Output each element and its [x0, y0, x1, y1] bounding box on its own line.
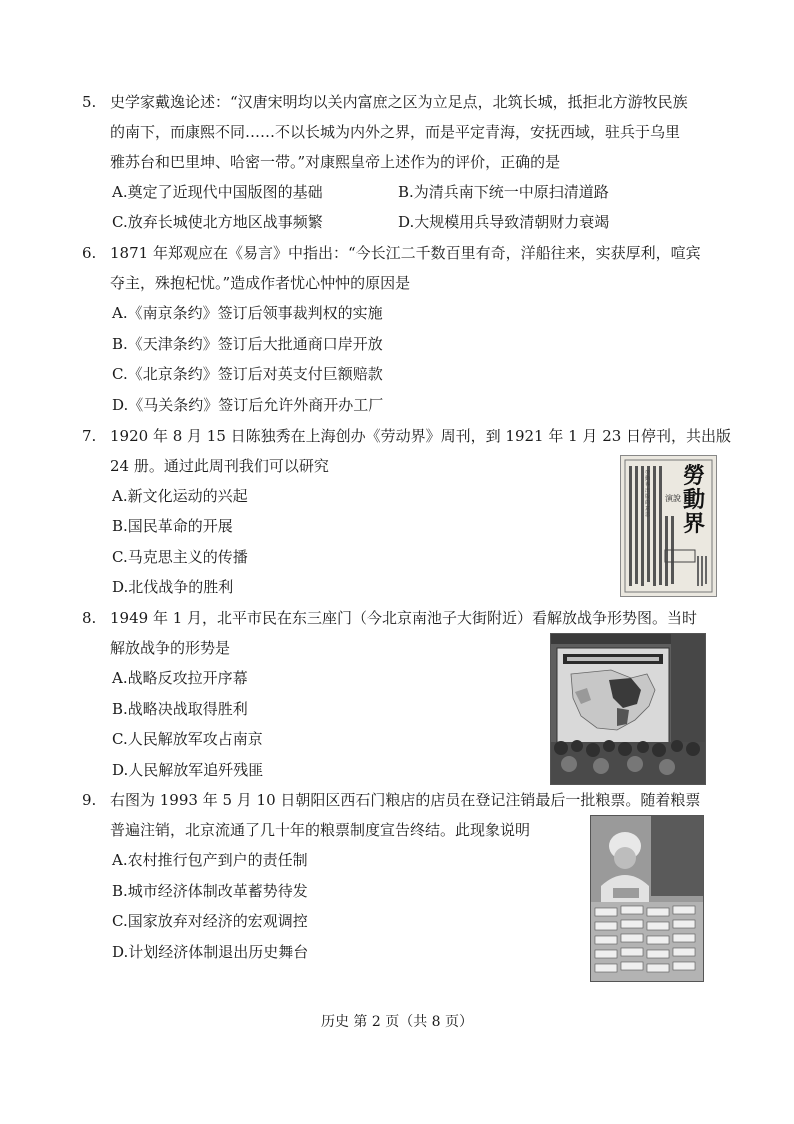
- question-number: 8.: [82, 609, 97, 627]
- option-b: B.国民革命的开展: [112, 517, 233, 535]
- option-c: C.马克思主义的传播: [112, 548, 248, 566]
- question-stem-line: 1871 年郑观应在《易言》中指出：“今长江二千数百里有奇，洋船往来，实获厚利，喧宾: [110, 244, 701, 262]
- war-situation-map-photo: [550, 633, 706, 785]
- option-c: C.人民解放军攻占南京: [112, 730, 263, 748]
- cover-title: 勞動界: [682, 463, 705, 537]
- question-stem-line: 24 册。通过此周刊我们可以研究: [110, 457, 329, 475]
- question-number: 9.: [82, 791, 97, 809]
- option-a: A.新文化运动的兴起: [112, 487, 248, 505]
- question-stem-line: 雅苏台和巴里坤、哈密一带。”对康熙皇帝上述作为的评价，正确的是: [110, 153, 561, 171]
- clerk-scene: [591, 816, 703, 981]
- option-c: C.放弃长城使北方地区战事频繁: [112, 213, 323, 231]
- question-stem-line: 1949 年 1 月，北平市民在东三座门（今北京南池子大街附近）看解放战争形势图。当时: [110, 609, 698, 627]
- option-a: A.农村推行包产到户的责任制: [112, 851, 308, 869]
- question-stem-line: 右图为 1993 年 5 月 10 日朝阳区西石门粮店的店员在登记注销最后一批粮票。随着粮票: [110, 791, 701, 809]
- option-b: B.《天津条约》签订后大批通商口岸开放: [112, 335, 383, 353]
- question-stem-line: 1920 年 8 月 15 日陈独秀在上海创办《劳动界》周刊，到 1921 年 1 月 23 日停刊，共出版: [110, 427, 732, 445]
- question-stem-line: 解放战争的形势是: [110, 639, 231, 657]
- question-number: 6.: [82, 244, 97, 262]
- question-stem-line: 的南下，而康熙不同……不以长城为内外之界，而是平定青海，安抚西域，驻兵于乌里: [110, 123, 681, 141]
- option-d: D.计划经济体制退出历史舞台: [112, 943, 309, 961]
- question-stem-line: 史学家戴逸论述：“汉唐宋明均以关内富庶之区为立足点，北筑长城，抵拒北方游牧民族: [110, 93, 688, 111]
- grain-coupon-clerk-photo: [590, 815, 704, 982]
- question-stem-line: 夺主，殊抱杞忧。”造成作者忧心忡忡的原因是: [110, 274, 411, 292]
- question-stem-line: 普遍注销，北京流通了几十年的粮票制度宣告终结。此现象说明: [110, 821, 531, 839]
- option-b: B.城市经济体制改革蓄势待发: [112, 882, 308, 900]
- cover-side-label: 演說: [665, 494, 681, 503]
- cover-side-small: 勞動界出版的意思: [645, 470, 651, 518]
- option-b: B.为清兵南下统一中原扫清道路: [398, 183, 609, 201]
- question-number: 5.: [82, 93, 97, 111]
- option-d: D.北伐战争的胜利: [112, 578, 234, 596]
- option-d: D.大规模用兵导致清朝财力衰竭: [398, 213, 610, 231]
- option-a: A.《南京条约》签订后领事裁判权的实施: [112, 304, 383, 322]
- option-b: B.战略决战取得胜利: [112, 700, 248, 718]
- option-c: C.《北京条约》签订后对英支付巨额赔款: [112, 365, 383, 383]
- question-number: 7.: [82, 427, 97, 445]
- option-a: A.战略反攻拉开序幕: [112, 669, 248, 687]
- option-c: C.国家放弃对经济的宏观调控: [112, 912, 308, 930]
- option-a: A.奠定了近现代中国版图的基础: [112, 183, 323, 201]
- option-d: D.人民解放军追歼残匪: [112, 761, 264, 779]
- map-crowd-scene: [551, 634, 705, 784]
- option-d: D.《马关条约》签订后允许外商开办工厂: [112, 396, 384, 414]
- labor-world-cover-photo: [620, 455, 717, 597]
- page-footer: 历史 第 2 页（共 8 页）: [320, 1014, 474, 1030]
